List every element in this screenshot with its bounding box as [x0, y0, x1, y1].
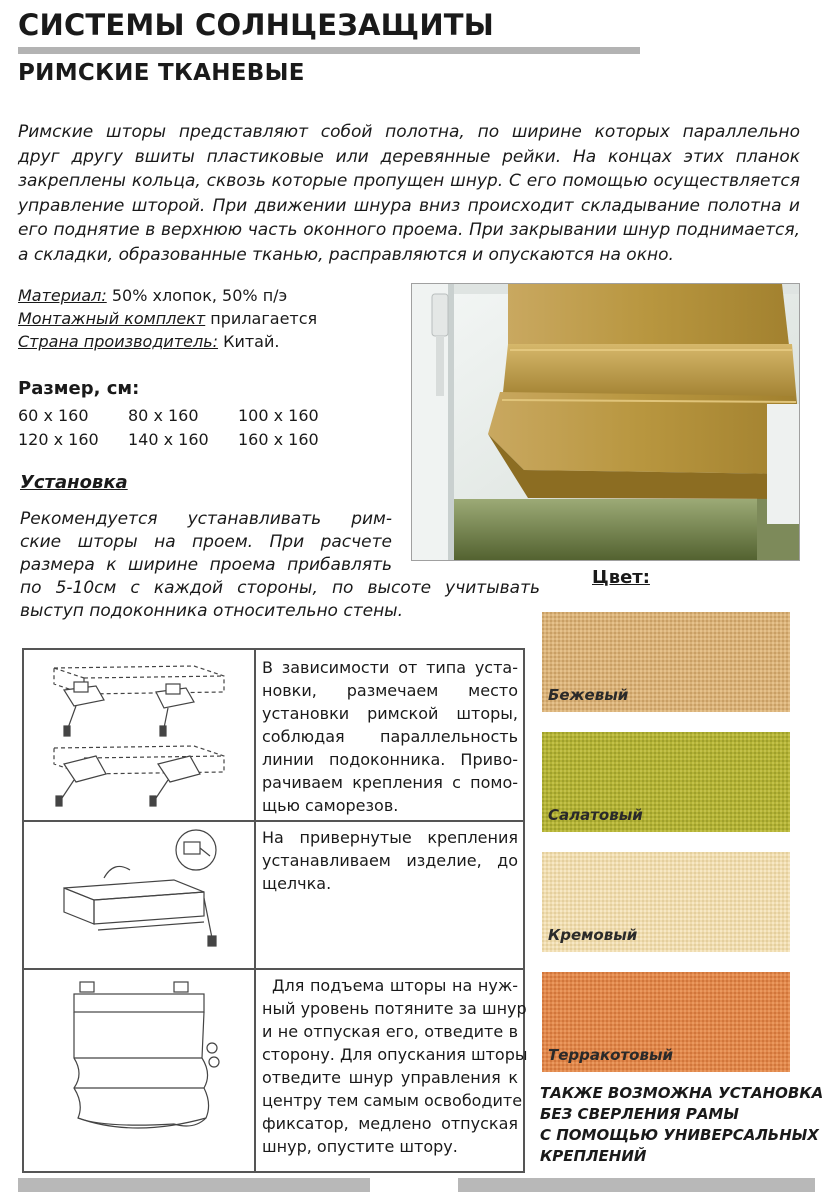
installation-line: выступ подоконника относительно стены.	[20, 601, 404, 621]
intro-line: управление шторой. При движении шнура вниз происходит складывание полотна и	[18, 195, 800, 216]
swatch-label: Бежевый	[548, 686, 629, 704]
step-line: центру тем самым освободите	[262, 1091, 523, 1110]
color-swatch-cream	[542, 852, 790, 952]
step-line: рачиваем крепления с помо-	[262, 773, 518, 792]
mounting-note	[540, 1083, 823, 1167]
note-line: КРЕПЛЕНИЙ	[540, 1147, 647, 1165]
size-item: 80 х 160	[128, 406, 199, 425]
instruction-table	[22, 648, 528, 1173]
spec-value: прилагается	[205, 309, 318, 328]
step-line: ный уровень потяните за шнур	[262, 999, 527, 1018]
table-divider	[24, 820, 523, 822]
table-divider	[254, 650, 256, 1171]
spec-label: Материал:	[18, 286, 107, 305]
sizes-grid	[18, 404, 348, 452]
step-line: В зависимости от типа уста-	[262, 658, 518, 677]
color-swatch-terracotta	[542, 972, 790, 1072]
step-line: и не отпуская его, отведите в	[262, 1022, 518, 1041]
note-line: БЕЗ СВЕРЛЕНИЯ РАМЫ	[540, 1105, 739, 1123]
bracket-mounting-illustration	[34, 656, 244, 816]
raise-lower-illustration	[44, 978, 234, 1168]
step-line: соблюдая параллельность	[262, 727, 518, 746]
size-item: 160 х 160	[238, 430, 319, 449]
step-line: фиксатор, медлено отпуская	[262, 1114, 518, 1133]
spec-value: Китай.	[218, 332, 280, 351]
installation-line: ские шторы на проем. При расчете	[20, 532, 392, 552]
page-subtitle: РИМСКИЕ ТКАНЕВЫЕ	[18, 60, 305, 86]
step-line: устанавливаем изделие, до	[262, 851, 518, 870]
step-line: линии подоконника. Приво-	[262, 750, 518, 769]
table-divider	[24, 968, 523, 970]
spec-country	[18, 330, 317, 353]
step-line: сторону. Для опускания шторы	[262, 1045, 528, 1064]
intro-line: закреплены кольца, сквозь которые пропущен шнур. С его помощью осуществляется	[18, 171, 800, 191]
note-line: ТАКЖЕ ВОЗМОЖНА УСТАНОВКА	[540, 1084, 824, 1102]
step-line: щью саморезов.	[262, 796, 399, 815]
intro-line: а складки, образованные тканью, расправляются и опускаются на окно.	[18, 244, 674, 265]
footer-divider	[458, 1178, 815, 1192]
swatch-label: Салатовый	[548, 806, 643, 824]
installation-heading: Установка	[20, 472, 128, 493]
step-line: щелчка.	[262, 874, 332, 893]
sizes-heading: Размер, см:	[18, 378, 140, 399]
step-line: установки римской шторы,	[262, 704, 518, 723]
page-title: СИСТЕМЫ СОЛНЦЕЗАЩИТЫ	[18, 8, 495, 42]
intro-line: Римские шторы представляют собой полотна, по ширине которых параллельно	[18, 122, 800, 142]
step-line: Для подъема шторы на нуж-	[272, 976, 518, 995]
size-item: 100 х 160	[238, 406, 319, 425]
size-item: 140 х 160	[128, 430, 209, 449]
swatch-label: Терракотовый	[548, 1046, 674, 1064]
spec-label: Страна производитель:	[18, 332, 219, 351]
footer-divider	[18, 1178, 370, 1192]
note-line: С ПОМОЩЬЮ УНИВЕРСАЛЬНЫХ	[540, 1126, 819, 1144]
product-photo	[411, 283, 800, 561]
colors-heading: Цвет:	[592, 567, 650, 588]
swatch-label: Кремовый	[548, 926, 638, 944]
spec-value: 50% хлопок, 50% п/э	[106, 286, 288, 305]
spec-kit	[18, 307, 317, 330]
title-divider	[18, 47, 640, 54]
color-swatch-lime	[542, 732, 790, 832]
intro-paragraph	[18, 120, 800, 267]
specs-block	[18, 284, 317, 353]
spec-label: Монтажный комплект	[18, 309, 206, 328]
installation-line: по 5-10см с каждой стороны, по высоте учитывать	[20, 578, 540, 598]
install-click-illustration	[44, 828, 234, 963]
size-item: 120 х 160	[18, 430, 99, 449]
installation-line: Рекомендуется устанавливать рим-	[20, 509, 392, 529]
step-line: На привернутые крепления	[262, 828, 518, 847]
step-line: новки, размечаем место	[262, 681, 518, 700]
step-line: шнур, опустите штору.	[262, 1137, 458, 1156]
intro-line: его поднятие в верхнюю часть оконного проема. При закрывании шнур поднимается,	[18, 220, 800, 240]
size-item: 60 х 160	[18, 406, 89, 425]
roman-blind-photo	[412, 284, 800, 561]
color-swatch-beige	[542, 612, 790, 712]
step-line: отведите шнур управления к	[262, 1068, 518, 1087]
installation-line: размера к ширине проема прибавлять	[20, 555, 392, 575]
intro-line: друг другу вшиты пластиковые или деревянные рейки. На концах этих планок	[18, 146, 800, 167]
spec-material	[18, 284, 317, 307]
